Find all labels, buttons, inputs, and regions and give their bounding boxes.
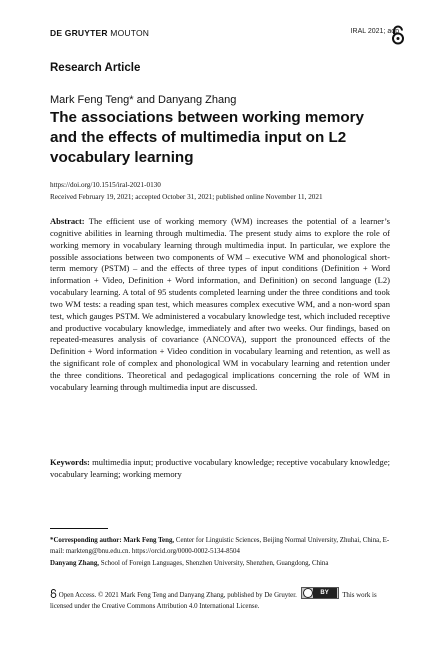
abstract-label: Abstract: xyxy=(50,216,85,226)
keywords-text: multimedia input; productive vocabulary knowledge; receptive vocabulary knowledge; vocabulary learning; working memory xyxy=(50,457,390,479)
second-author-affiliation: School of Foreign Languages, Shenzhen University, Shenzhen, Guangdong, China xyxy=(100,559,329,567)
cc-circle-icon xyxy=(303,588,313,598)
article-type-label: Research Article xyxy=(50,62,141,74)
author-list: Mark Feng Teng* and Danyang Zhang xyxy=(50,94,237,106)
cc-by-license-icon[interactable] xyxy=(301,587,339,599)
corresponding-author-affiliation: Center for Linguistic Sciences, Beijing Normal University, Zhuhai, China, E-mail: markteng@bnu.edu.cn. https://orcid.org/0000-0002-5134-8504 xyxy=(50,537,390,556)
publication-dates: Received February 19, 2021; accepted October 31, 2021; published online November 11, 2021 xyxy=(50,192,323,201)
publisher-name-bold: DE GRUYTER xyxy=(50,28,108,38)
article-title: The associations between working memory and the effects of multimedia input on L2 vocabulary learning xyxy=(50,109,364,166)
article-meta xyxy=(50,180,395,203)
cc-by-label-box xyxy=(313,588,337,598)
license-text: This work is licensed under the Creative Commons Attribution 4.0 International License. xyxy=(50,592,377,611)
open-access-label: Open Access. xyxy=(58,592,97,599)
corresponding-author-note xyxy=(50,535,392,558)
author-footnotes xyxy=(50,535,392,569)
keywords xyxy=(50,457,390,481)
abstract-text: The efficient use of working memory (WM) increases the potential of a learner’s cognitive abilities in learning through multimedia. The present study aims to explore the role of working memory in vocabulary learning through multimedia input. In particular, we explore the possible associations between two components of WM – executive WM and phonological short-term memory (PSTM) – and the effects of three types of input conditions (Definition + Word information + Video, Definition + Word information, and Definition) on second language (L2) vocabulary learning. A total of 95 students completed learning under the three conditions and took two WM tests: a reading span test, which measures complex executive WM, and a non-word span test, which gauges PSTM. We administered a vocabulary knowledge test, which included receptive and productive vocabulary knowledge, immediately and after two weeks. Our findings, based on repeated-measures analysis of covariance (ANCOVA), support the pronounced effects of the Definition + Word information + Video condition in vocabulary learning and retention, as well as the significant role of complex and phonological WM in vocabulary learning and retention under the three conditions. Theoretical and pedagogical implications concerning the role of WM in vocabulary learning through multimedia input are discussed. xyxy=(50,216,391,392)
doi-link[interactable]: https://doi.org/10.1515/iral-2021-0130 xyxy=(50,181,161,189)
copyright-text: © 2021 Mark Feng Teng and Danyang Zhang, published by De Gruyter. xyxy=(97,592,297,599)
open-access-icon xyxy=(391,25,405,45)
corresponding-author-label: *Corresponding author: Mark Feng Teng, xyxy=(50,537,175,544)
open-access-small-icon xyxy=(50,589,57,598)
footnote-divider xyxy=(50,528,108,529)
publisher-logo xyxy=(50,28,149,38)
keywords-label: Keywords: xyxy=(50,457,90,467)
cc-by-label: BY xyxy=(320,590,329,596)
second-author-name: Danyang Zhang, xyxy=(50,559,100,567)
abstract xyxy=(50,216,390,394)
second-author-note xyxy=(50,558,392,569)
journal-header xyxy=(0,0,439,50)
license-note xyxy=(50,587,392,613)
publisher-name-rest: MOUTON xyxy=(110,28,150,38)
journal-reference: IRAL 2021; aop xyxy=(350,28,399,35)
